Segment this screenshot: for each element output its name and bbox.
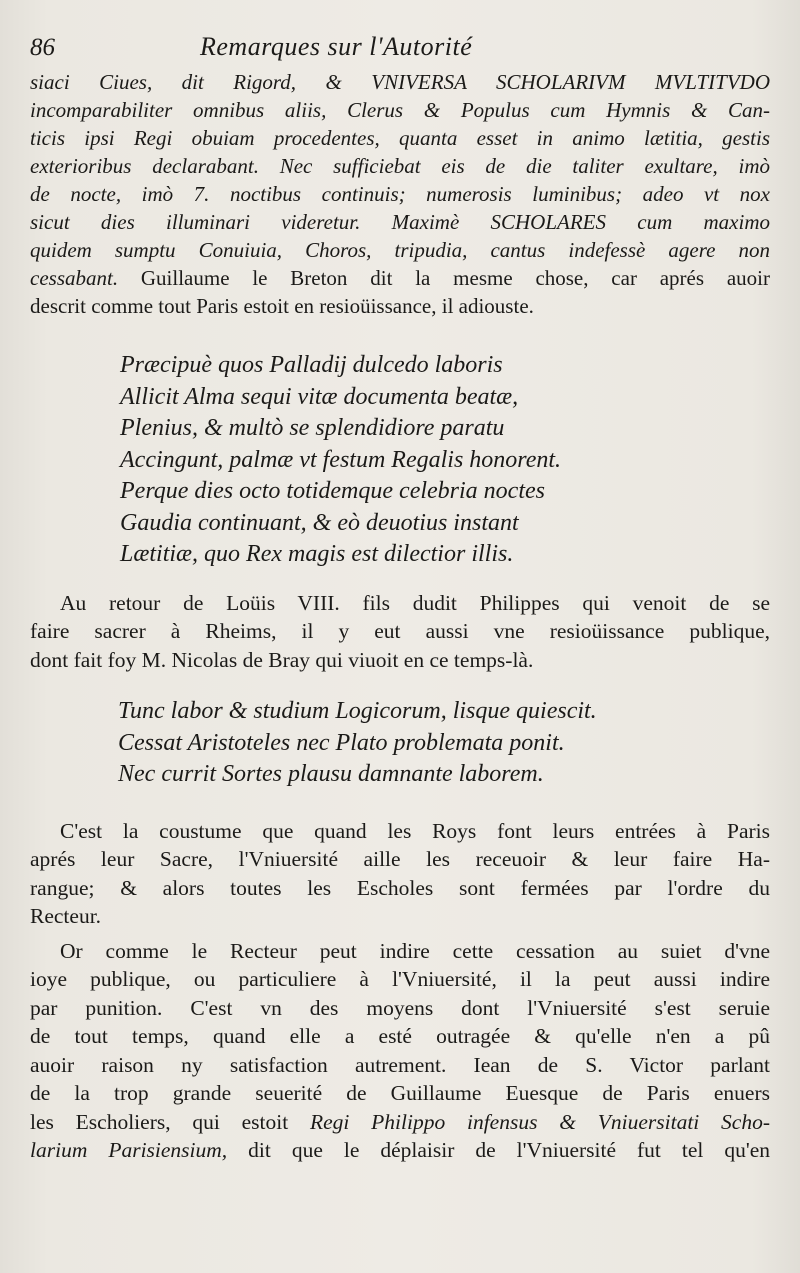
latin-fragment: Regi Philippo infensus & Vniuersitati Scho- xyxy=(309,1109,770,1134)
text-line: auoir raison ny satisfaction autrement. Iean de S. Victor parlant xyxy=(30,1052,770,1077)
text-line: de la trop grande seuerité de Guillaume Euesque de Paris enuers xyxy=(30,1081,770,1105)
verse-line: Tunc labor & studium Logicorum, lisque quiescit. xyxy=(118,698,597,724)
page-number: 86 xyxy=(30,34,55,61)
latin-fragment: larium Parisiensium, xyxy=(30,1138,228,1162)
paragraph-recteur xyxy=(30,937,770,1165)
verse-line: Lætitiæ, quo Rex magis est dilectior illis. xyxy=(120,541,514,567)
text-line: ioye publique, ou particuliere à l'Vniuersité, il la peut aussi indire xyxy=(30,967,770,991)
verse-line: Perque dies octo totidemque celebria noctes xyxy=(120,478,545,504)
text-line: par punition. C'est vn des moyens dont l'Vniuersité s'est seruie xyxy=(30,995,770,1020)
verse-line: Cessat Aristoteles nec Plato problemata ponit. xyxy=(118,729,565,756)
text-line: descrit comme tout Paris estoit en resioüissance, il adiouste. xyxy=(30,294,534,318)
running-title: Remarques sur l'Autorité xyxy=(200,32,473,61)
text-line: de tout temps, quand elle a esté outragée & qu'elle n'en a pû xyxy=(30,1024,770,1048)
french-fragment: Guillaume le Breton dit la mesme chose, car aprés auoir xyxy=(118,266,770,290)
text-line: quidem sumptu Conuiuia, Choros, tripudia, cantus indefessè agere non xyxy=(30,238,770,262)
verse-quotation-2 xyxy=(30,696,770,791)
text-line: Au retour de Loüis VIII. fils dudit Philippes qui venoit de se xyxy=(60,590,770,615)
text-line: de nocte, imò 7. noctibus continuis; numerosis luminibus; adeo vt nox xyxy=(30,182,770,206)
text-line: Recteur. xyxy=(30,904,102,928)
paragraph-louis-viii xyxy=(30,589,770,675)
text-line: siaci Ciues, dit Rigord, & VNIVERSA SCHOLARIVM MVLTITVDO xyxy=(30,70,770,94)
text-line: sicut dies illuminari videretur. Maximè SCHOLARES cum maximo xyxy=(30,210,770,234)
text-line: dont fait foy M. Nicolas de Bray qui viuoit en ce temps-là. xyxy=(30,647,534,672)
text-line: C'est la coustume que quand les Roys font leurs entrées à Paris xyxy=(60,818,770,843)
page-header xyxy=(30,32,770,68)
text-line xyxy=(30,264,770,292)
text-line: Or comme le Recteur peut indire cette cessation au suiet d'vne xyxy=(60,938,770,963)
text-line: exterioribus declarabant. Nec sufficiebat eis de die taliter exultare, imò xyxy=(30,154,770,178)
text-line: ticis ipsi Regi obuiam procedentes, quanta esset in animo lætitia, gestis xyxy=(30,126,770,150)
text-line xyxy=(30,1136,770,1165)
verse-line: Gaudia continuant, & eò deuotius instant xyxy=(120,509,519,536)
text-line: rangue; & alors toutes les Escholes sont fermées par l'ordre du xyxy=(30,875,770,900)
latin-fragment: cessabant. xyxy=(30,266,119,290)
verse-line: Plenius, & multò se splendidiore paratu xyxy=(120,415,505,441)
text-line xyxy=(30,1108,770,1137)
verse-line: Allicit Alma sequi vitæ documenta beatæ, xyxy=(120,383,519,410)
verse-line: Nec currit Sortes plausu damnante laborem. xyxy=(118,761,544,787)
text-line: incomparabiliter omnibus aliis, Clerus & Populus cum Hymnis & Can- xyxy=(30,98,770,122)
verse-quotation-1 xyxy=(30,350,770,571)
french-fragment: les Escholiers, qui estoit xyxy=(30,1109,310,1134)
latin-quotation-paragraph xyxy=(30,68,770,320)
text-line: aprés leur Sacre, l'Vniuersité aille les receuoir & leur faire Ha- xyxy=(30,847,770,871)
verse-line: Accingunt, palmæ vt festum Regalis honorent. xyxy=(120,446,562,473)
text-line: faire sacrer à Rheims, il y eut aussi vne resioüissance publique, xyxy=(30,619,770,643)
french-fragment: dit que le déplaisir de l'Vniuersité fut tel qu'en xyxy=(227,1138,770,1162)
verse-line: Præcipuè quos Palladij dulcedo laboris xyxy=(120,352,503,378)
paragraph-coustume xyxy=(30,817,770,931)
